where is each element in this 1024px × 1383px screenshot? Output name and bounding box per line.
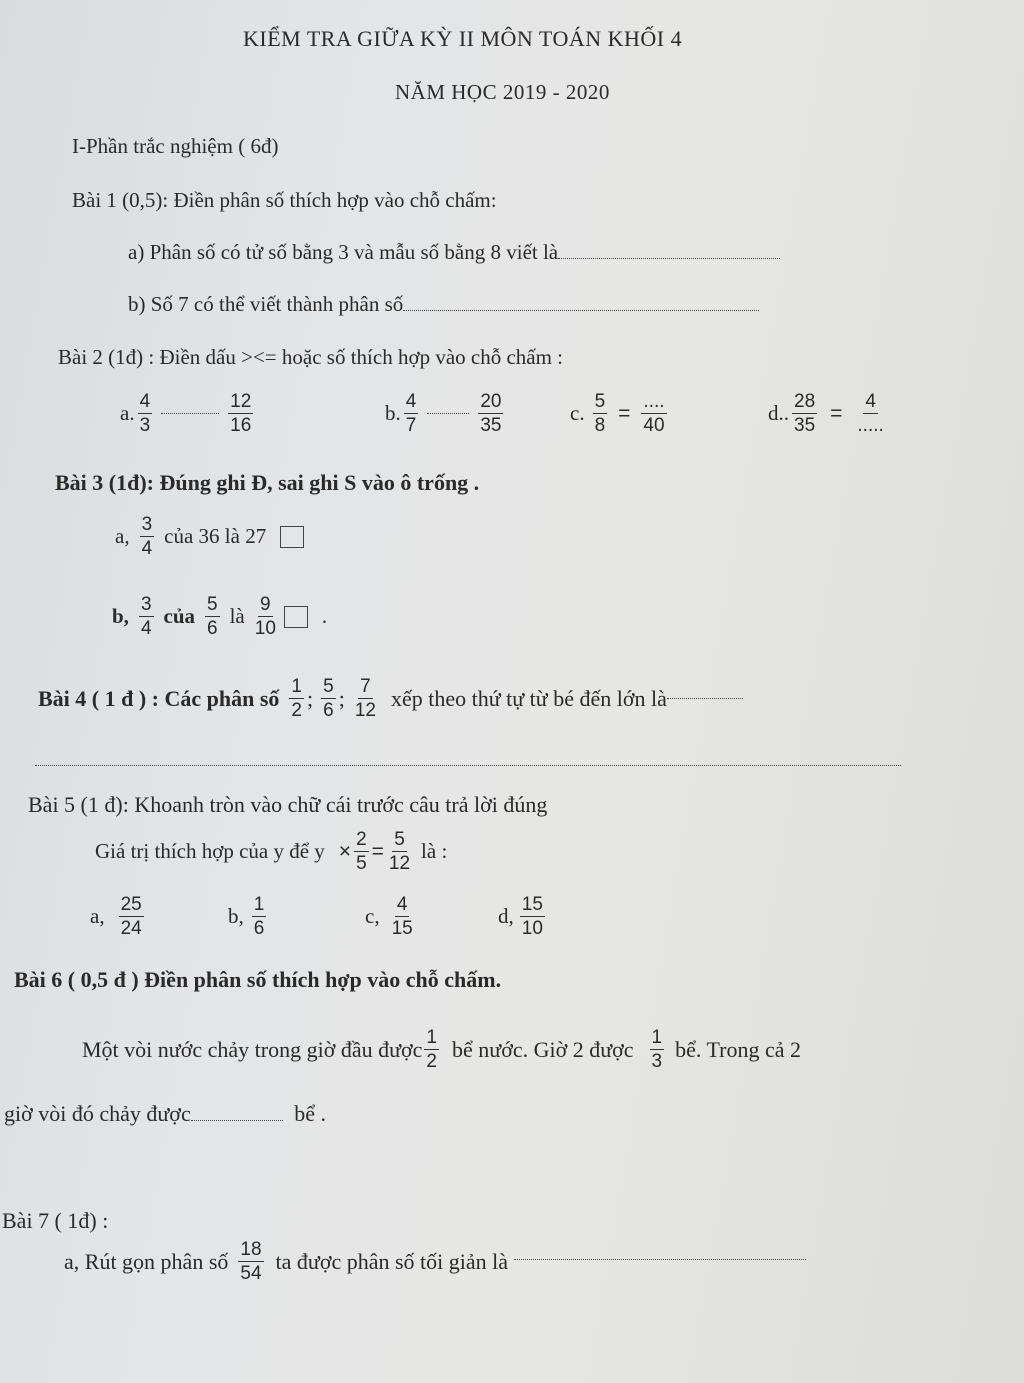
answer-blank[interactable] xyxy=(161,413,219,414)
bai3-a-text: của 36 là 27 xyxy=(164,524,267,549)
bai6-title: Bài 6 ( 0,5 đ ) Điền phân số thích hợp vào chỗ chấm. xyxy=(14,967,502,992)
bai3-b-end: . xyxy=(321,604,328,629)
answer-blank[interactable] xyxy=(191,1120,283,1121)
bai2-c xyxy=(570,392,670,436)
bai6-line2 xyxy=(4,1101,326,1127)
fraction: 1 2 xyxy=(291,676,302,721)
bai5-option-c[interactable] xyxy=(365,895,418,939)
bai5-option-a[interactable] xyxy=(90,895,147,939)
option-label: c, xyxy=(365,904,380,929)
bai3-b-mid: của xyxy=(163,604,196,629)
fraction: 3 4 xyxy=(140,594,152,639)
answer-blank[interactable] xyxy=(514,1259,806,1260)
bai7-title: Bài 7 ( 1đ) : xyxy=(2,1208,109,1233)
option-label: b, xyxy=(228,904,244,929)
bai4 xyxy=(38,677,743,721)
bai3-title: Bài 3 (1đ): Đúng ghi Đ, sai ghi S vào ô trống . xyxy=(55,470,480,495)
fraction: $\frac{28}{35}$ xyxy=(794,391,816,436)
bai1-a-text: a) Phân số có tử số bằng 3 và mẫu số bằng 8 viết là xyxy=(128,240,559,264)
bai5-title: Bài 5 (1 đ): Khoanh tròn vào chữ cái trước câu trả lời đúng xyxy=(28,792,548,817)
bai5-q-post: là : xyxy=(421,839,448,864)
bai4-title: Bài 4 ( 1 đ ) : Các phân số xyxy=(38,685,280,711)
fraction: 1 6 xyxy=(253,894,265,939)
answer-blank[interactable] xyxy=(403,310,759,311)
equals: = xyxy=(618,401,631,425)
fraction: 5 6 xyxy=(323,676,334,721)
bai6-l2-pre: giờ vòi đó chảy được xyxy=(4,1101,191,1126)
bai6-l1-mid: bể nước. Giờ 2 được xyxy=(452,1036,634,1062)
fraction: 1 3 xyxy=(651,1027,663,1072)
bai2-c-label: c. xyxy=(570,401,585,426)
answer-blank[interactable] xyxy=(427,413,469,414)
bai5-option-d[interactable] xyxy=(498,895,548,939)
equals: = xyxy=(830,401,843,425)
bai3-a xyxy=(115,515,304,559)
fraction: 4 ..... xyxy=(857,391,884,436)
fraction: $\frac{5}{12}$ xyxy=(388,829,411,874)
bai6-l1-pre: Một vòi nước chảy trong giờ đầu được xyxy=(82,1036,423,1062)
fraction: 4 3 xyxy=(139,391,151,436)
bai7-a-pre: a, Rút gọn phân số xyxy=(64,1248,229,1274)
fraction: 20 35 xyxy=(480,391,502,436)
section-title: I-Phần trắc nghiệm ( 6đ) xyxy=(72,134,279,158)
bai3-b-label: b, xyxy=(112,604,129,629)
bai4-text: xếp theo thứ tự từ bé đến lớn là xyxy=(390,685,667,711)
bai2-a-label: a. xyxy=(120,401,135,426)
bai2-d xyxy=(768,392,889,436)
times-sign: × xyxy=(338,839,352,863)
answer-line[interactable] xyxy=(35,765,901,766)
answer-blank[interactable] xyxy=(558,258,780,259)
bai7-a-post: ta được phân số tối giản là xyxy=(275,1248,509,1274)
separator: ; xyxy=(307,685,314,711)
bai5-question xyxy=(95,830,447,874)
bai2-b xyxy=(385,392,506,436)
bai5-q-pre: Giá trị thích hợp của y để y xyxy=(95,839,325,864)
fraction: 12 16 xyxy=(230,391,252,436)
bai6-line1 xyxy=(82,1028,801,1072)
fraction: 18 54 xyxy=(240,1239,262,1284)
bai3-a-label: a, xyxy=(115,524,130,549)
equals: = xyxy=(371,839,384,863)
bai2-title: Bài 2 (1đ) : Điền dấu ><= hoặc số thích hợp vào chỗ chấm : xyxy=(58,345,564,369)
exam-title: KIỂM TRA GIỮA KỲ II MÔN TOÁN KHỐI 4 xyxy=(243,26,683,51)
separator: ; xyxy=(338,685,345,711)
bai3-b-la: là xyxy=(229,604,245,629)
fraction: .... 40 xyxy=(643,391,665,436)
bai6-l1-post: bể. Trong cả 2 xyxy=(675,1036,802,1062)
answer-checkbox[interactable] xyxy=(284,606,308,628)
bai7-a xyxy=(64,1240,806,1284)
fraction: 3 4 xyxy=(141,514,153,559)
bai2-d-label: d.. xyxy=(768,401,789,426)
bai6-l2-post: bể . xyxy=(294,1101,326,1126)
bai3-b xyxy=(112,595,327,639)
bai1-b xyxy=(128,292,759,317)
bai5-option-b[interactable] xyxy=(228,895,269,939)
option-label: d, xyxy=(498,904,514,929)
fraction: 9 10 xyxy=(254,594,276,639)
fraction: 7 12 xyxy=(354,676,376,721)
fraction: $\frac{5}{8}$ xyxy=(594,391,606,436)
fraction: 25 24 xyxy=(120,894,142,939)
fraction: 1 2 xyxy=(426,1027,437,1072)
bai1-a xyxy=(128,240,780,265)
fraction: 4 15 xyxy=(391,894,413,939)
fraction: 4 7 xyxy=(405,391,417,436)
bai2-a xyxy=(120,392,256,436)
bai1-b-text: b) Số 7 có thể viết thành phân số xyxy=(128,292,404,316)
bai2-b-label: b. xyxy=(385,401,401,426)
bai1-title: Bài 1 (0,5): Điền phân số thích hợp vào chỗ chấm: xyxy=(72,188,497,212)
fraction: 5 6 xyxy=(207,594,218,639)
fraction: $\frac{2}{5}$ xyxy=(356,829,367,874)
answer-checkbox[interactable] xyxy=(280,526,304,548)
school-year: NĂM HỌC 2019 - 2020 xyxy=(395,80,610,104)
option-label: a, xyxy=(90,904,105,929)
answer-blank[interactable] xyxy=(667,698,743,699)
fraction: 15 10 xyxy=(521,894,543,939)
